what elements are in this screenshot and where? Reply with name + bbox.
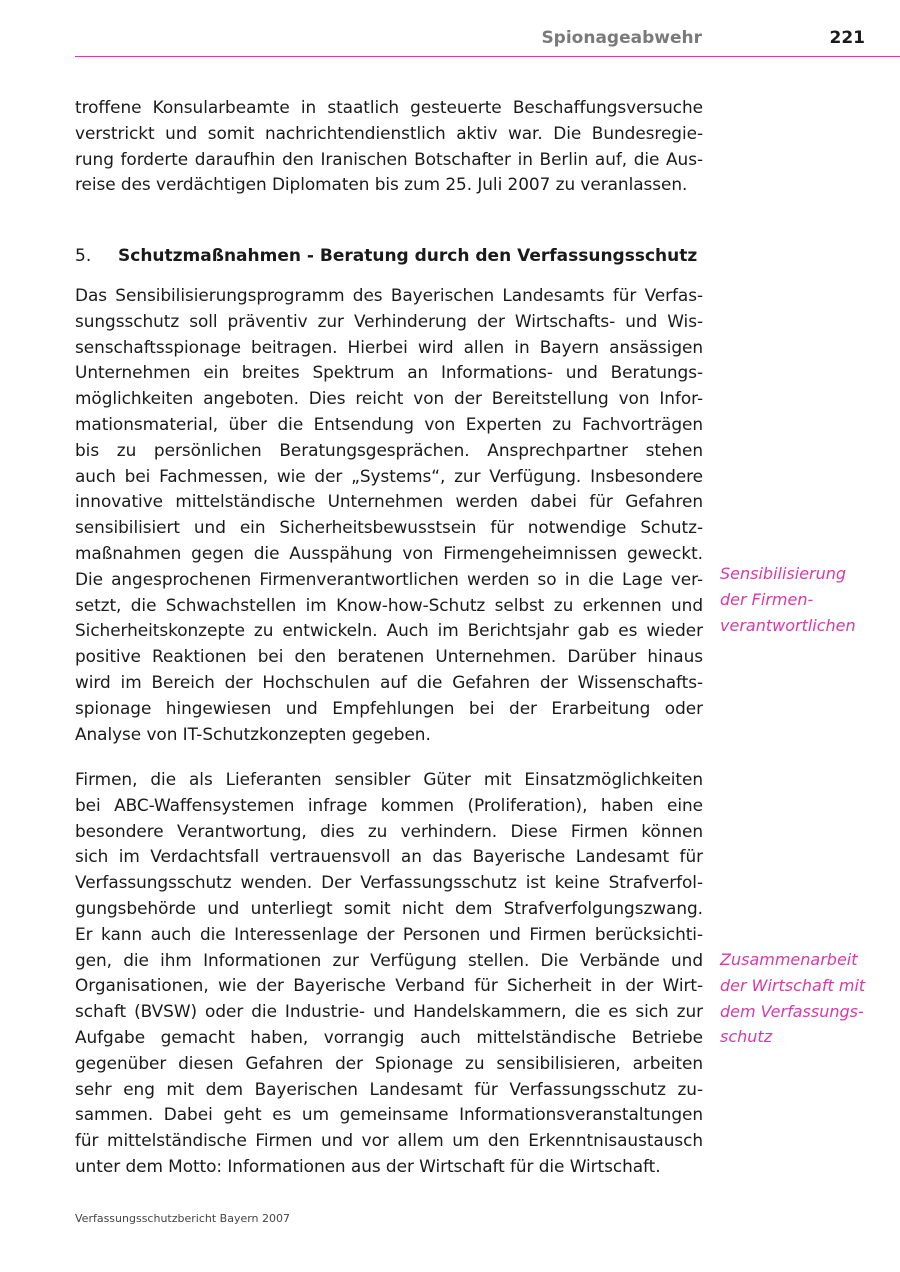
text-line: rung forderte daraufhin den Iranischen Botschafter in Berlin auf, die Aus- <box>75 148 703 169</box>
text-line: für mittelständische Firmen und vor allem um den Erkenntnisaustausch <box>75 1130 703 1151</box>
text-line: Sicherheitskonzepte zu entwickeln. Auch im Berichtsjahr gab es wieder <box>75 620 703 641</box>
text-line: auch bei Fachmessen, wie der „Systems“, zur Verfügung. Insbesondere <box>75 465 703 486</box>
header-rule <box>75 56 900 57</box>
page-footer: Verfassungsschutzbericht Bayern 2007 <box>75 1212 291 1225</box>
text-line: gen, die ihm Informationen zur Verfügung stellen. Die Verbände und <box>75 949 703 970</box>
text-line: mationsmaterial, über die Entsendung von Experten zu Fachvorträgen <box>75 413 703 434</box>
text-line: schaft (BVSW) oder die Industrie- und Handelskammern, die es sich zur <box>75 1001 703 1022</box>
page-number: 221 <box>829 28 865 48</box>
margin-note-line: dem Verfassungs- <box>720 1001 864 1021</box>
text-line: verstrickt und somit nachrichtendienstlich aktiv war. Die Bundesregie- <box>75 122 703 143</box>
text-line: sensibilisiert und ein Sicherheitsbewusstsein für notwendige Schutz- <box>75 517 703 538</box>
text-line: bei ABC-Waffensystemen infrage kommen (Proliferation), haben eine <box>75 794 703 815</box>
text-line: sich im Verdachtsfall vertrauensvoll an das Bayerische Landesamt für <box>75 846 703 867</box>
text-line: sammen. Dabei geht es um gemeinsame Informationsveranstaltungen <box>75 1104 703 1125</box>
text-line: Die angesprochenen Firmenverantwortlichen werden so in die Lage ver- <box>75 568 703 589</box>
intro-paragraph <box>75 95 703 198</box>
margin-note-line: der Firmen- <box>720 589 814 609</box>
paragraph-sensibilisierung <box>75 283 703 747</box>
text-line: Unternehmen ein breites Spektrum an Informations- und Beratungs- <box>75 362 703 383</box>
text-line: Organisationen, wie der Bayerische Verband für Sicherheit in der Wirt- <box>75 975 703 996</box>
section-heading <box>75 243 715 269</box>
text-line: setzt, die Schwachstellen im Know-how-Schutz selbst zu erkennen und <box>75 594 703 615</box>
text-line: reise des verdächtigen Diplomaten bis zum 25. Juli 2007 zu veranlassen. <box>75 174 688 195</box>
text-line: Er kann auch die Interessenlage der Personen und Firmen berücksichti- <box>75 923 703 944</box>
text-line: Firmen, die als Lieferanten sensibler Güter mit Einsatzmöglichkeiten <box>75 769 703 789</box>
text-line: Analyse von IT-Schutzkonzepten gegeben. <box>75 723 431 744</box>
text-line: bis zu persönlichen Beratungsgesprächen. Ansprechpartner stehen <box>75 439 703 460</box>
text-line: positive Reaktionen bei den beratenen Unternehmen. Darüber hinaus <box>75 646 703 667</box>
text-line: spionage hingewiesen und Empfehlungen bei der Erarbeitung oder <box>75 697 703 718</box>
margin-note-line: schutz <box>720 1027 773 1047</box>
text-line: besondere Verantwortung, dies zu verhindern. Diese Firmen können <box>75 820 703 841</box>
text-line: senschaftsspionage beitragen. Hierbei wird allen in Bayern ansässigen <box>75 336 703 357</box>
text-line: gungsbehörde und unterliegt somit nicht dem Strafverfolgungszwang. <box>75 897 703 918</box>
margin-note-line: Zusammenarbeit <box>720 950 858 969</box>
text-line: Das Sensibilisierungsprogramm des Bayerischen Landesamts für Verfas- <box>75 285 703 305</box>
text-line: maßnahmen gegen die Ausspähung von Firmengeheimnissen geweckt. <box>75 542 703 563</box>
section-title: Schutzmaßnahmen - Beratung durch den Verfassungsschutz <box>118 246 698 266</box>
margin-note-sensibilisierung <box>720 561 890 638</box>
text-line: sungsschutz soll präventiv zur Verhinderung der Wirtschafts- und Wis- <box>75 310 703 331</box>
text-line: troffene Konsularbeamte in staatlich gesteuerte Beschaffungsversuche <box>75 97 703 117</box>
margin-note-zusammenarbeit <box>720 947 890 1050</box>
text-line: sehr eng mit dem Bayerischen Landesamt für Verfassungsschutz zu- <box>75 1078 703 1099</box>
margin-note-line: verantwortlichen <box>720 615 856 635</box>
text-line: innovative mittelständische Unternehmen werden dabei für Gefahren <box>75 491 703 512</box>
margin-note-line: Sensibilisierung <box>720 564 847 583</box>
margin-note-line: der Wirtschaft mit <box>720 975 866 995</box>
text-line: wird im Bereich der Hochschulen auf die Gefahren der Wissenschafts- <box>75 671 703 692</box>
text-line: Verfassungsschutz wenden. Der Verfassungsschutz ist keine Strafverfol- <box>75 872 703 893</box>
running-header-title: Spionageabwehr <box>541 28 702 48</box>
text-line: möglichkeiten angeboten. Dies reicht von der Bereitstellung von Infor- <box>75 388 703 409</box>
section-number: 5. <box>75 246 92 266</box>
text-line: Aufgabe gemacht haben, vorrangig auch mittelständische Betriebe <box>75 1026 703 1047</box>
text-line: unter dem Motto: Informationen aus der Wirtschaft für die Wirtschaft. <box>75 1155 661 1176</box>
paragraph-zusammenarbeit <box>75 767 703 1180</box>
text-line: gegenüber diesen Gefahren der Spionage zu sensibilisieren, arbeiten <box>75 1052 703 1073</box>
